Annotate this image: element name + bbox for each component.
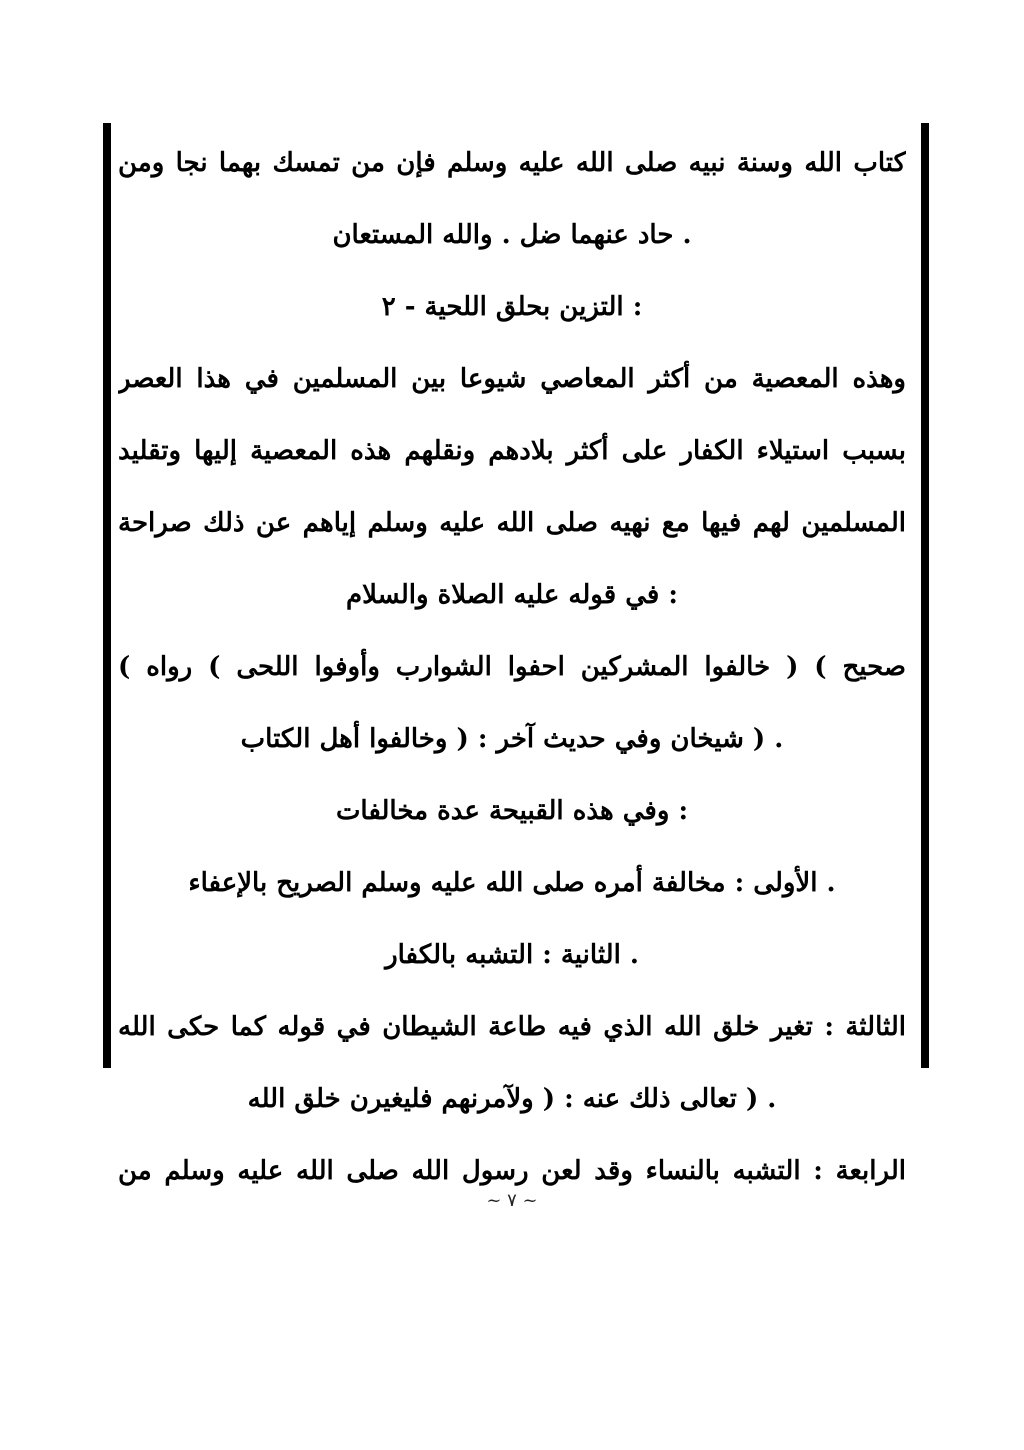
text-line: وهذه المعصية من أكثر المعاصي شيوعا بين المسلمين في هذا العصر — [118, 364, 906, 394]
text-line: المسلمين لهم فيها مع نهيه صلى الله عليه وسلم إياهم عن ذلك صراحة — [118, 508, 906, 538]
list-item: الرابعة : التشبه بالنساء وقد لعن رسول الله صلى الله عليه وسلم من — [118, 1156, 906, 1186]
text-line: . ( تعالى ذلك عنه : ( ولآمرنهم فليغيرن خلق الله — [247, 1084, 777, 1114]
list-item: . الثانية : التشبه بالكفار — [385, 940, 639, 970]
text-line: : وفي هذه القبيحة عدة مخالفات — [335, 796, 689, 826]
hadith-quote-line: . ( شيخان وفي حديث آخر : ( وخالفوا أهل الكتاب — [240, 724, 784, 754]
text-line: كتاب الله وسنة نبيه صلى الله عليه وسلم فإن من تمسك بهما نجا ومن — [118, 148, 906, 178]
list-item: الثالثة : تغير خلق الله الذي فيه طاعة الشيطان في قوله كما حكى الله — [118, 1012, 906, 1042]
document-body — [118, 127, 906, 1207]
hadith-quote-line: صحيح ) ( خالفوا المشركين احفوا الشوارب وأوفوا اللحى ) رواه ) — [118, 652, 906, 682]
text-line: . حاد عنهما ضل . والله المستعان — [332, 220, 692, 250]
list-item: . الأولى : مخالفة أمره صلى الله عليه وسلم الصريح بالإعفاء — [188, 868, 836, 898]
page-number: ~ ٧ ~ — [486, 1190, 538, 1211]
text-line: بسبب استيلاء الكفار على أكثر بلادهم ونقلهم هذه المعصية إليها وتقليد — [118, 436, 906, 466]
section-heading: : التزين بحلق اللحية - ٢ — [381, 292, 643, 322]
text-line: : في قوله عليه الصلاة والسلام — [346, 580, 678, 610]
